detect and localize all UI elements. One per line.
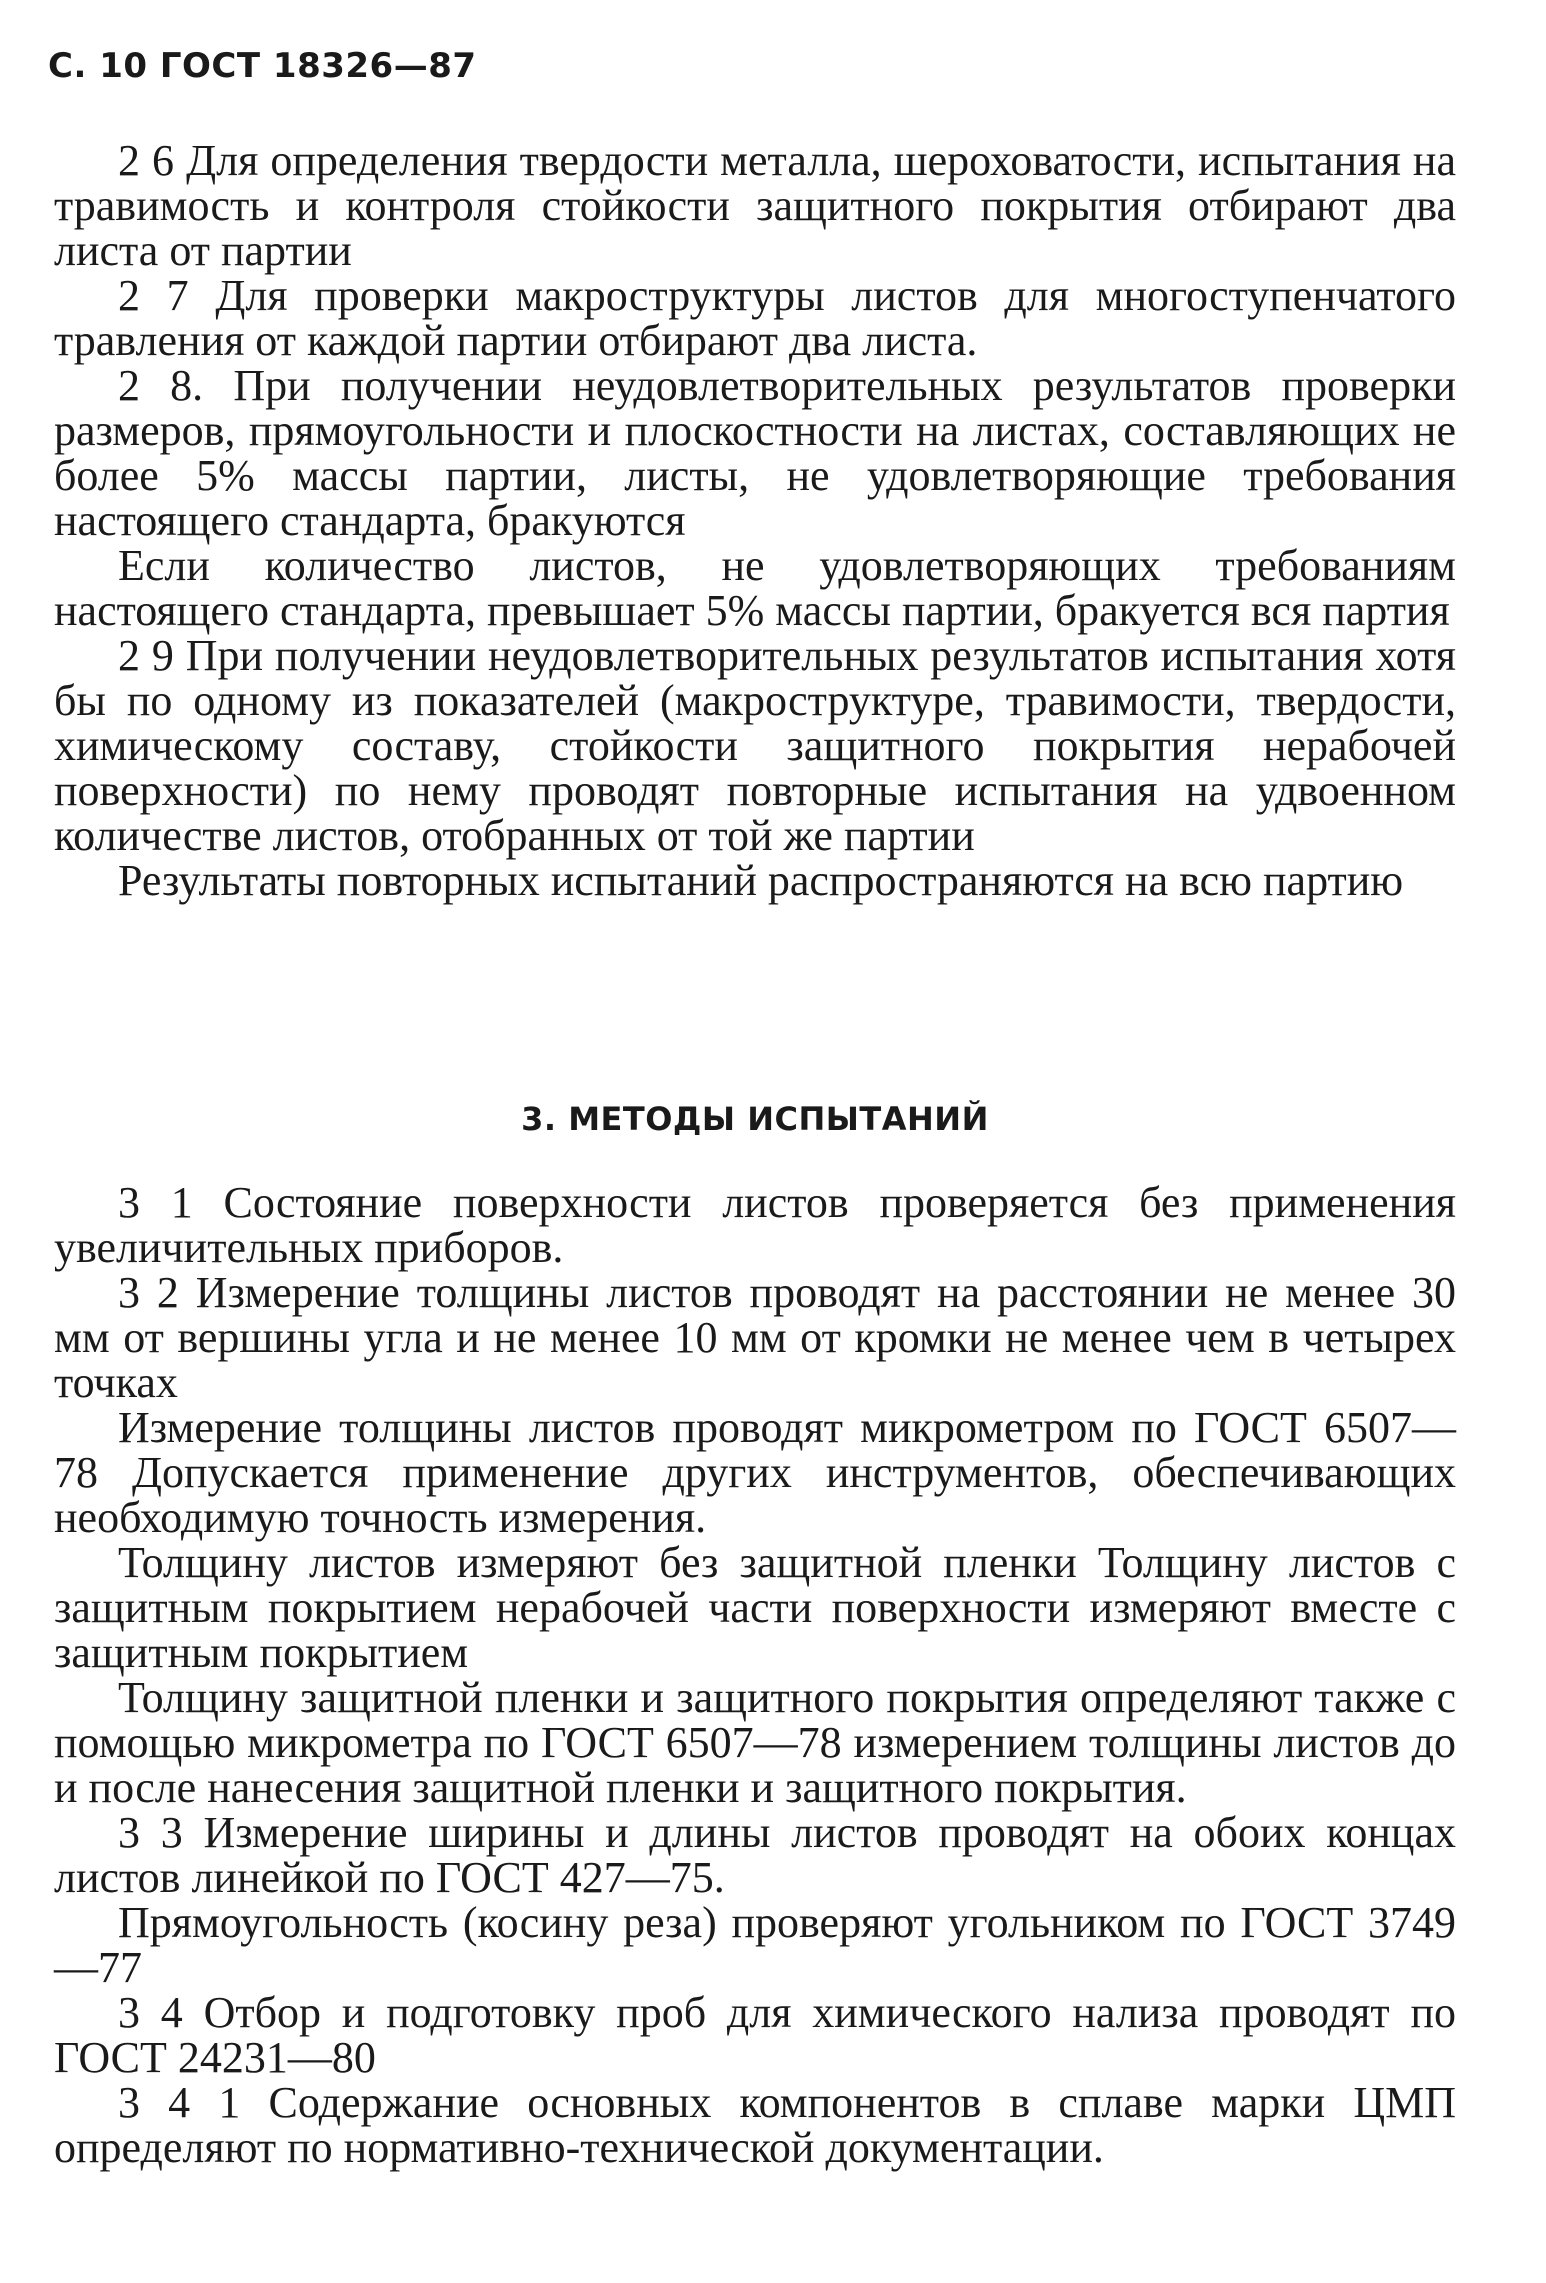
section-heading: 3. МЕТОДЫ ИСПЫТАНИЙ [521,1100,989,1138]
paragraph-3-2-coating: Толщину защитной пленки и защитного покрытия определяют также с помощью микрометра по ГОСТ 6507—78 измерением толщины листов до и после нанесения защитной пленки и защитного покрытия. [54,1673,1456,1812]
paragraph-3-2-micrometer: Измерение толщины листов проводят микрометром по ГОСТ 6507—78 Допускается применение других инструментов, обеспечивающих необходимую точность измерения. [54,1403,1456,1542]
section-2-continued [54,138,1456,903]
paragraph-2-7: 2 7 Для проверки макроструктуры листов для многоступенчатого травления от каждой партии отбирают два листа. [54,271,1456,365]
paragraph-3-2: 3 2 Измерение толщины листов проводят на расстоянии не менее 30 мм от вершины угла и не менее 10 мм от кромки не менее чем в четырех точках [54,1268,1456,1407]
paragraph-3-3-squareness: Прямоугольность (косину реза) проверяют угольником по ГОСТ 3749—77 [54,1898,1456,1992]
paragraph-3-4: 3 4 Отбор и подготовку проб для химического нализа проводят по ГОСТ 24231—80 [54,1988,1456,2082]
paragraph-3-4-1: 3 4 1 Содержание основных компонентов в сплаве марки ЦМП определяют по нормативно-технической документации. [54,2078,1456,2172]
paragraph-3-2-film: Толщину листов измеряют без защитной пленки Толщину листов с защитным покрытием нерабочей части поверхности измеряют вместе с защитным покрытием [54,1538,1456,1677]
paragraph-2-8-cont: Если количество листов, не удовлетворяющих требованиям настоящего стандарта, превышает 5% массы партии, бракуется вся партия [54,541,1456,635]
paragraph-2-8: 2 8. При получении неудовлетворительных результатов проверки размеров, прямоугольности и плоскостности на листах, составляющих не более 5% массы партии, листы, не удовлетворяющие требования настоящего стандарта, бракуются [54,361,1456,545]
running-head: С. 10 ГОСТ 18326—87 [48,46,477,86]
section-3-body [54,1180,1456,2170]
paragraph-2-9-cont: Результаты повторных испытаний распространяются на всю партию [118,856,1404,905]
paragraph-2-9: 2 9 При получении неудовлетворительных результатов испытания хотя бы по одному из показателей (макроструктуре, травимости, твердости, химическому составу, стойкости защитного покрытия нерабочей поверхности) по нему проводят повторные испытания на удвоенном количестве листов, отобранных от той же партии [54,631,1456,860]
paragraph-3-1: 3 1 Состояние поверхности листов проверяется без применения увеличительных приборов. [54,1178,1456,1272]
paragraph-2-6: 2 6 Для определения твердости металла, шероховатости, испытания на травимость и контроля стойкости защитного покрытия отбирают два листа от партии [54,136,1456,275]
paragraph-3-3: 3 3 Измерение ширины и длины листов проводят на обоих концах листов линейкой по ГОСТ 427—75. [54,1808,1456,1902]
